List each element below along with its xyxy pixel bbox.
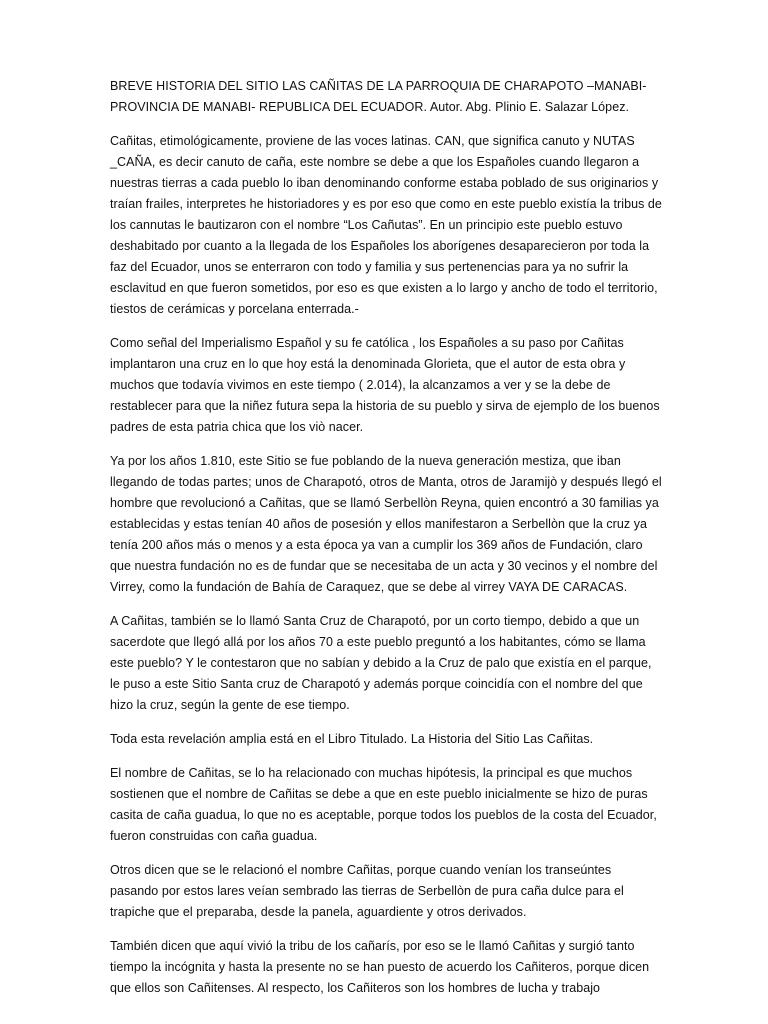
paragraph-sugar-cane: Otros dicen que se le relacionó el nombre Cañitas, porque cuando venían los transeúntes pasando por estos lares veían sembrado las tierras de Serbellòn de pura caña dulce para el trapiche que el preparaba, desde la panela, aguardiente y otros derivados.: [110, 863, 624, 919]
paragraph-canaris: También dicen que aquí vivió la tribu de los cañarís, por eso se le llamó Cañitas y surgió tanto tiempo la incógnita y hasta la presente no se han puesto de acuerdo los Cañiteros, porque dicen que ellos son Cañitenses. Al respecto, los Cañiteros son los hombres de lucha y trabajo: [110, 939, 650, 995]
paragraph-santa-cruz: A Cañitas, también se lo llamó Santa Cruz de Charapotó, por un corto tiempo, debido a que un sacerdote que llegó allá por los años 70 a este pueblo preguntó a los habitantes, cómo se llama este pueblo? Y le contestaron que no sabían y debido a la Cruz de palo que existía en el parque, le puso a este Sitio Santa cruz de Charapotó y además porque coincidía con el nombre del que hizo la cruz, según la gente de ese tiempo.: [110, 614, 652, 712]
paragraph-settlement: Ya por los años 1.810, este Sitio se fue poblando de la nueva generación mestiza, que iban llegando de todas partes; unos de Charapotó, otros de Manta, otros de Jaramijò y después llegó el hombre que revolucionó a Cañitas, que se llamó Serbellòn Reyna, quien encontró a 30 familias ya establecidas y estas tenían 40 años de posesión y ellos manifestaron a Serbellòn que la cruz ya tenía 200 años más o menos y a esta época ya van a cumplir los 369 años de Fundación, claro que nuestra fundación no es de fundar que se necesitaba de un acta y 30 vecinos y el nombre del Virrey, como la fundación de Bahía de Caraquez, que se debe al virrey VAYA DE CARACAS.: [110, 454, 662, 594]
document-body: [110, 76, 662, 1012]
document-title: BREVE HISTORIA DEL SITIO LAS CAÑITAS DE LA PARROQUIA DE CHARAPOTO –MANABI- PROVINCIA DE MANABI- REPUBLICA DEL ECUADOR. Autor. Abg. Plinio E. Salazar López.: [110, 79, 647, 114]
paragraph-hypothesis: El nombre de Cañitas, se lo ha relacionado con muchas hipótesis, la principal es que muchos sostienen que el nombre de Cañitas se debe a que en este pueblo inicialmente se hizo de puras casita de caña guadua, lo que no es aceptable, porque todos los pueblos de la costa del Ecuador, fueron construidas con caña guadua.: [110, 766, 657, 843]
paragraph-cross: Como señal del Imperialismo Español y su fe católica , los Españoles a su paso por Cañitas implantaron una cruz en lo que hoy está la denominada Glorieta, que el autor de esta obra y muchos que todavía vivimos en este tiempo ( 2.014), la alcanzamos a ver y se la debe de restablecer para que la niñez futura sepa la historia de su pueblo y sirva de ejemplo de los buenos padres de esta patria chica que los viò nacer.: [110, 336, 660, 434]
paragraph-book-reference: Toda esta revelación amplia está en el Libro Titulado. La Historia del Sitio Las Cañitas.: [110, 732, 594, 746]
paragraph-etymology: Cañitas, etimológicamente, proviene de las voces latinas. CAN, que significa canuto y NUTAS _CAÑA, es decir canuto de caña, este nombre se debe a que los Españoles cuando llegaron a nuestras tierras a cada pueblo lo iban denominando conforme estaba poblado de sus originarios y traían frailes, interpretes he historiadores y es por eso que como en este pueblo existía la tribus de los cannutas le bautizaron con el nombre “Los Cañutas”. En un principio este pueblo estuvo deshabitado por cuanto a la llegada de los Españoles los aborígenes desaparecieron por toda la faz del Ecuador, unos se enterraron con todo y familia y sus pertenencias para ya no sufrir la esclavitud en que fueron sometidos, por eso es que existen a lo largo y ancho de todo el territorio, tiestos de cerámicas y porcelana enterrada.-: [110, 134, 662, 316]
